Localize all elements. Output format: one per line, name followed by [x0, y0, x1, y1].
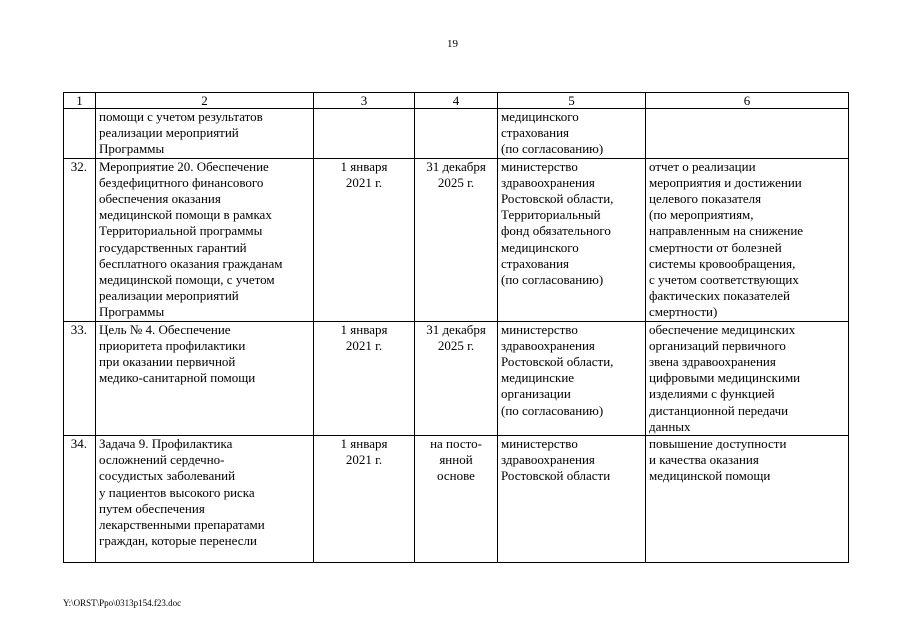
column-header: 2: [96, 93, 314, 109]
executor: министерство здравоохранения Ростовской области: [498, 436, 646, 563]
activity-name: помощи с учетом результатов реализации мероприятий Программы: [96, 109, 314, 159]
executor: министерство здравоохранения Ростовской области, медицинские организации (по согласованию): [498, 321, 646, 435]
activities-table: [63, 92, 849, 563]
table-row: [64, 109, 849, 159]
row-number: [64, 109, 96, 159]
start-date: [314, 109, 415, 159]
table-row: [64, 321, 849, 435]
activity-name: Мероприятие 20. Обеспечение бездефицитного финансового обеспечения оказания медицинской помощи в рамках Территориальной программы государственных гарантий бесплатного оказания гражданам медицинской помощи, с учетом реализации мероприятий Программы: [96, 158, 314, 321]
column-header: 6: [646, 93, 849, 109]
start-date: 1 января 2021 г.: [314, 158, 415, 321]
end-date: 31 декабря 2025 г.: [415, 321, 498, 435]
column-header: 4: [415, 93, 498, 109]
row-number: 32.: [64, 158, 96, 321]
row-number: 33.: [64, 321, 96, 435]
table-row: [64, 436, 849, 563]
row-number: 34.: [64, 436, 96, 563]
column-header: 5: [498, 93, 646, 109]
executor: министерство здравоохранения Ростовской области, Территориальный фонд обязательного медицинского страхования (по согласованию): [498, 158, 646, 321]
column-header: 1: [64, 93, 96, 109]
column-header: 3: [314, 93, 415, 109]
expected-result: повышение доступности и качества оказания медицинской помощи: [646, 436, 849, 563]
activity-name: Цель № 4. Обеспечение приоритета профилактики при оказании первичной медико-санитарной помощи: [96, 321, 314, 435]
expected-result: обеспечение медицинских организаций первичного звена здравоохранения цифровыми медицинскими изделиями с функцией дистанционной передачи данных: [646, 321, 849, 435]
executor: медицинского страхования (по согласованию): [498, 109, 646, 159]
start-date: 1 января 2021 г.: [314, 436, 415, 563]
end-date: на посто- янной основе: [415, 436, 498, 563]
end-date: [415, 109, 498, 159]
expected-result: отчет о реализации мероприятия и достижении целевого показателя (по мероприятиям, направленным на снижение смертности от болезней системы кровообращения, с учетом соответствующих фактических показателей смертности): [646, 158, 849, 321]
page-number: 19: [447, 38, 458, 50]
end-date: 31 декабря 2025 г.: [415, 158, 498, 321]
table-row: [64, 158, 849, 321]
expected-result: [646, 109, 849, 159]
file-path-footer: Y:\ORST\Ppo\0313p154.f23.doc: [63, 598, 182, 608]
table-header-row: [64, 93, 849, 109]
start-date: 1 января 2021 г.: [314, 321, 415, 435]
activity-name: Задача 9. Профилактика осложнений сердечно- сосудистых заболеваний у пациентов высокого риска путем обеспечения лекарственными препаратами граждан, которые перенесли: [96, 436, 314, 563]
